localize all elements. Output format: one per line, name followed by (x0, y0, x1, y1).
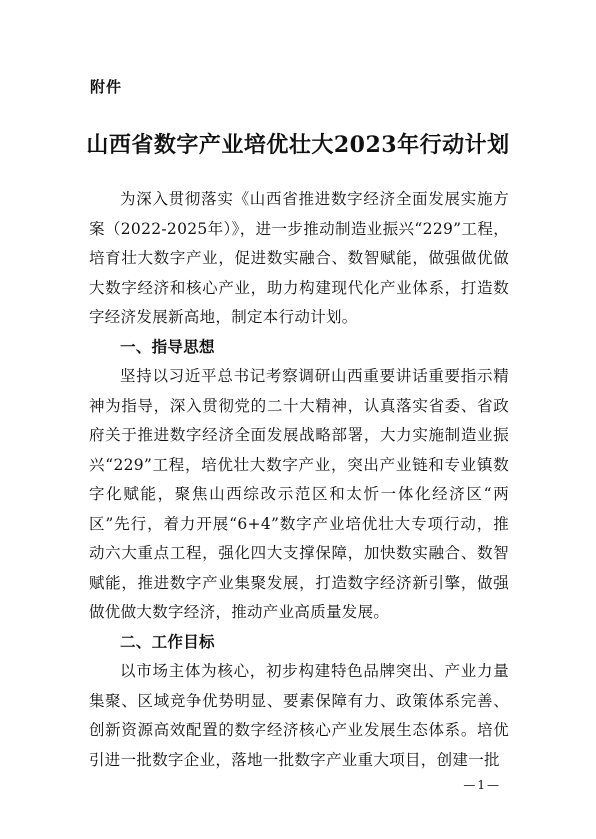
work-goals-paragraph: 以市场主体为核心，初步构建特色品牌突出、产业力量集聚、区域竞争优势明显、要素保障有力、政策体系完善、创新资源高效配置的数字经济核心产业发展生态体系。培优引进一批数字企业，落地一批数字产业重大项目，创建一批 (89, 662, 509, 769)
document-body (89, 185, 509, 775)
section-heading-guiding-ideology: 一、指导思想 (120, 337, 215, 356)
attachment-label: 附件 (90, 78, 123, 96)
intro-paragraph: 为深入贯彻落实《山西省推进数字经济全面发展实施方案（2022-2025年）》，进一步推动制造业振兴“229”工程，培育壮大数字产业，促进数实融合、数智赋能，做强做优做大数字经济和核心产业，助力构建现代化产业体系，打造数字经济发展新高地，制定本行动计划。 (89, 190, 509, 326)
document-title: 山西省数字产业培优壮大2023年行动计划 (86, 132, 510, 158)
section-heading-work-goals: 二、工作目标 (120, 632, 215, 651)
page-number: —1— (463, 778, 501, 792)
guiding-ideology-paragraph: 坚持以习近平总书记考察调研山西重要讲话重要指示精神为指导，深入贯彻党的二十大精神，认真落实省委、省政府关于推进数字经济全面发展战略部署，大力实施制造业振兴“229”工程，培优壮大数字产业，突出产业链和专业镇数字化赋能，聚焦山西综改示范区和太忻一体化经济区“两区”先行，着力开展“6+4”数字产业培优壮大专项行动，推动六大重点工程，强化四大支撑保障，加快数实融合、数智赋能，推进数字产业集聚发展，打造数字经济新引擎，做强做优做大数字经济，推动产业高质量发展。 (89, 367, 509, 621)
